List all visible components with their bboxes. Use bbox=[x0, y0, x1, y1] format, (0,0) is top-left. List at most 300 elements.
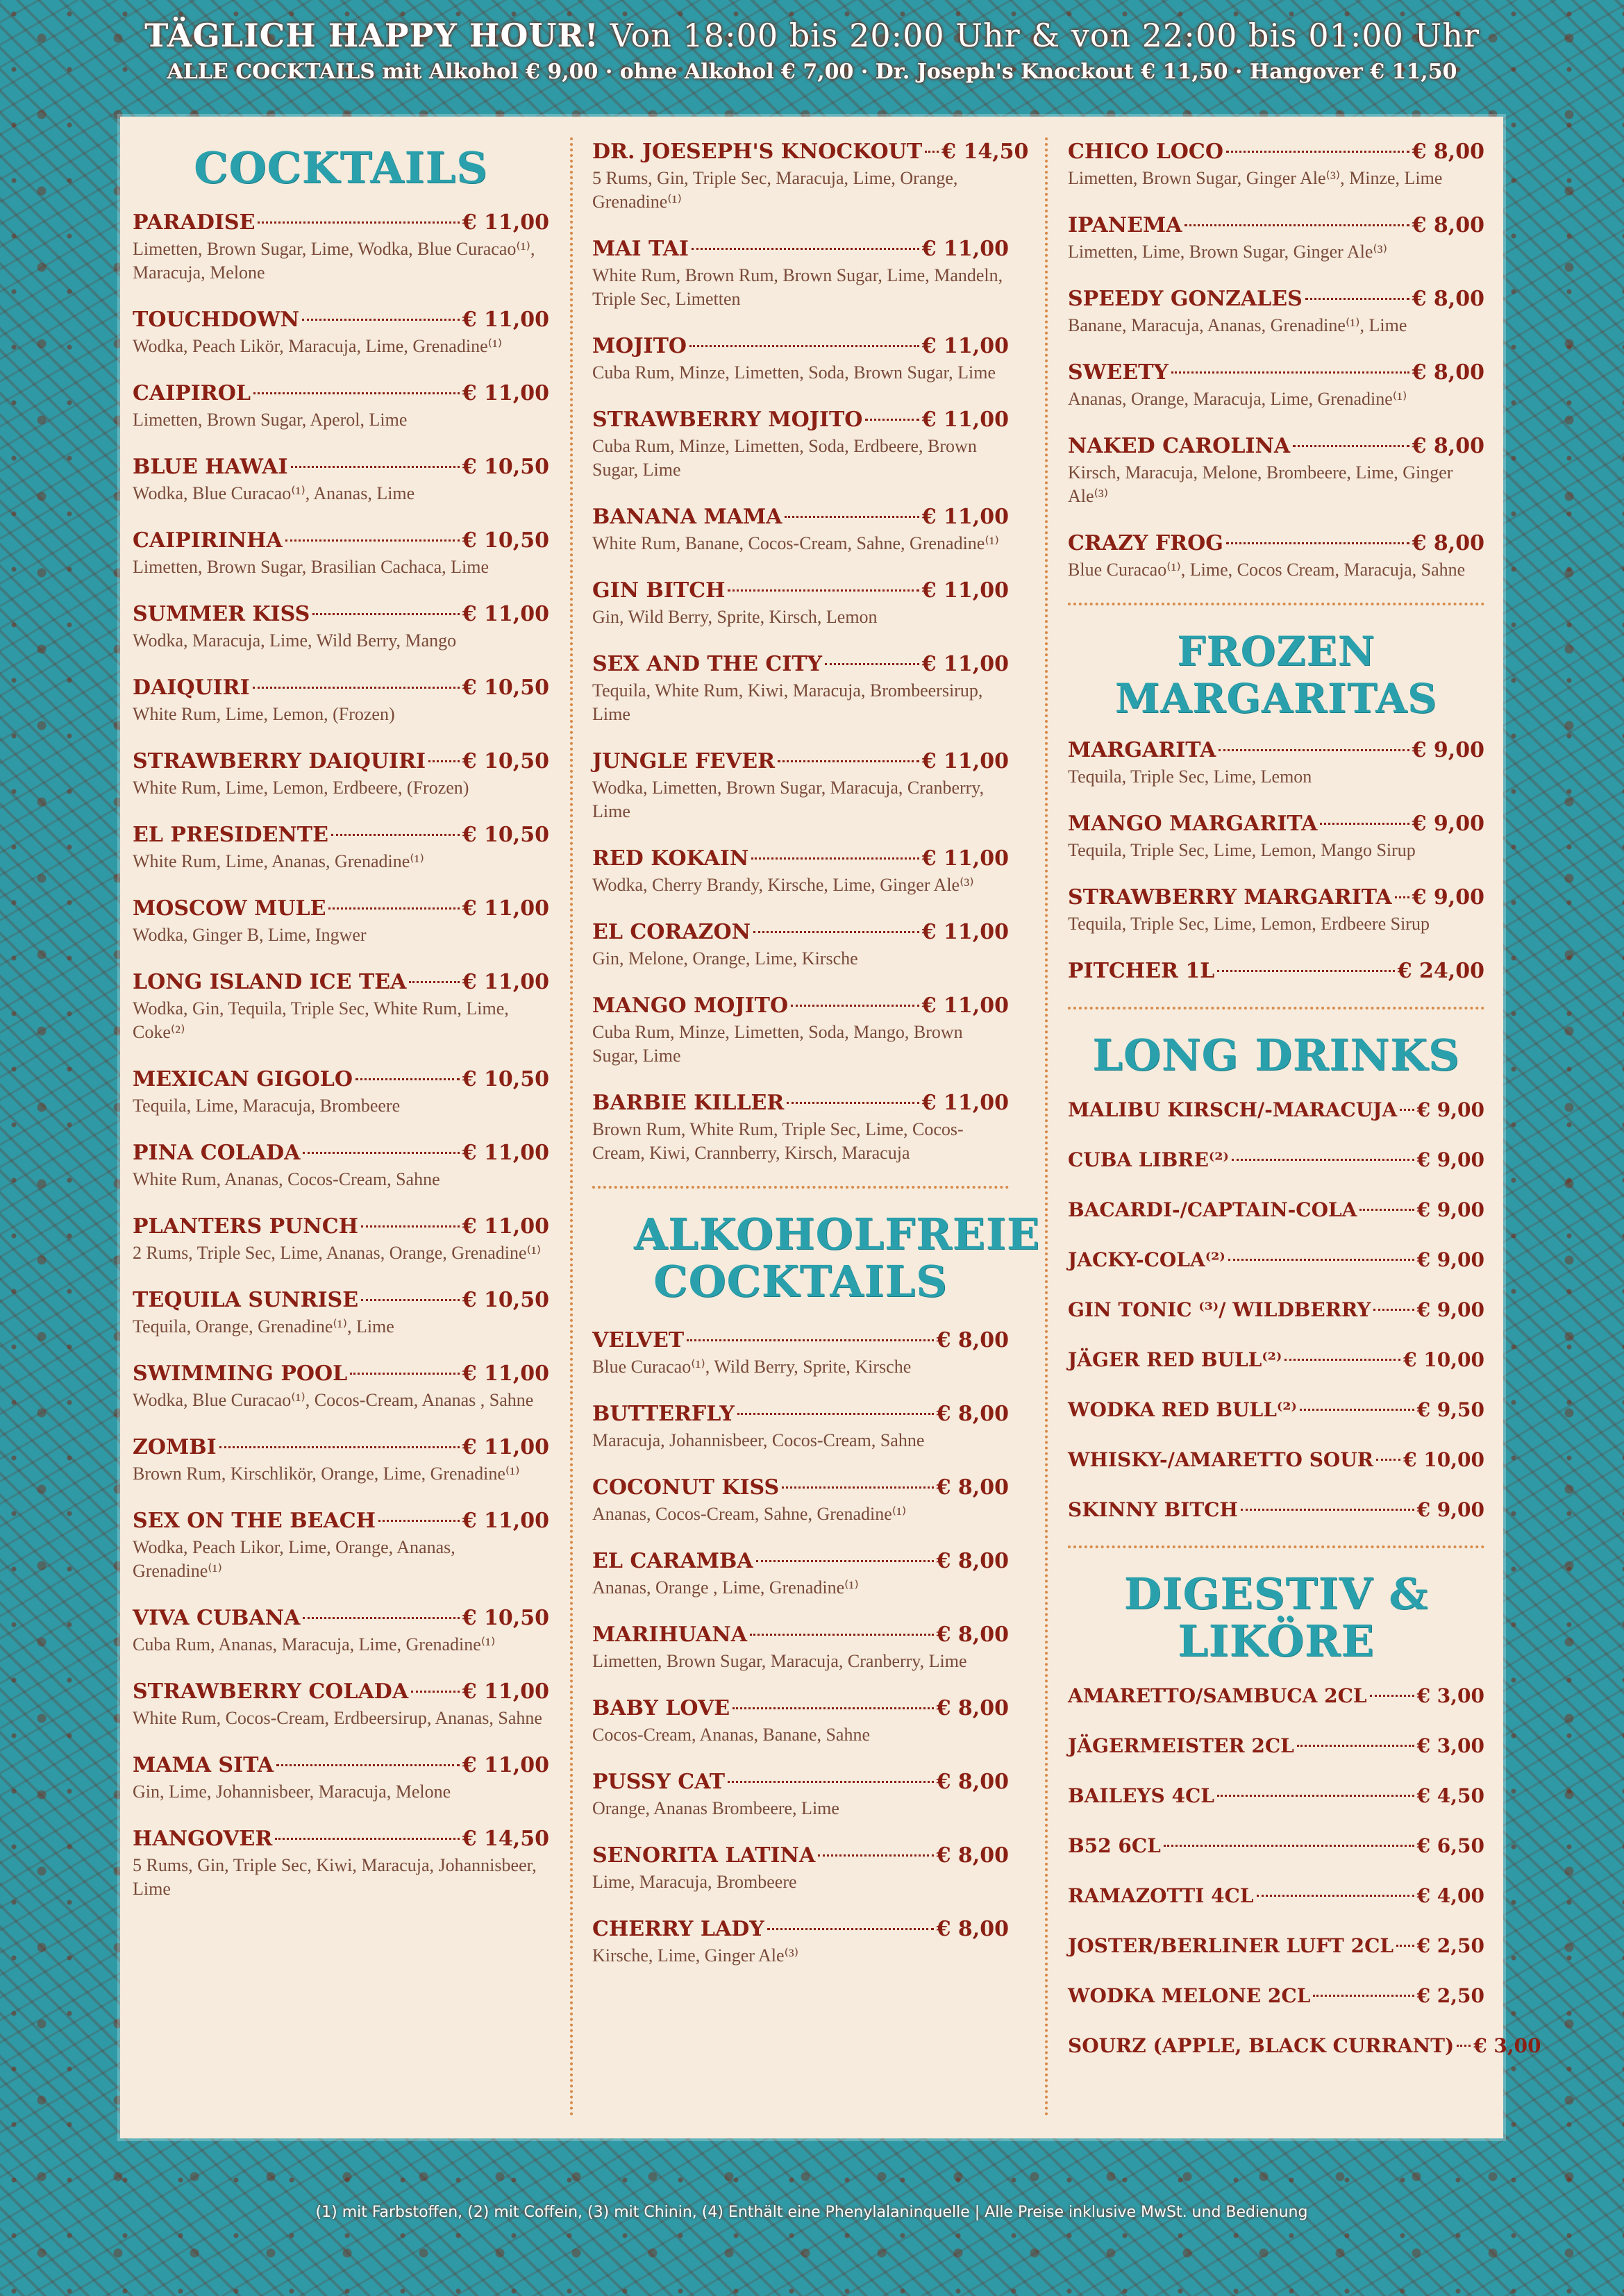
menu-item-description: Tequila, White Rum, Kiwi, Maracuja, Brombeersirup, Lime bbox=[592, 680, 983, 724]
menu-item bbox=[1068, 1196, 1484, 1225]
menu-item bbox=[133, 600, 549, 653]
menu-item-description: Cuba Rum, Ananas, Maracuja, Lime, Grenadine⁽¹⁾ bbox=[133, 1634, 496, 1654]
menu-item bbox=[133, 1065, 549, 1118]
menu-item-name: DAIQUIRI bbox=[133, 676, 250, 700]
menu-item-row bbox=[133, 1677, 549, 1707]
menu-item-row bbox=[1068, 529, 1484, 558]
menu-item-description: White Rum, Brown Rum, Brown Sugar, Lime, Mandeln, Triple Sec, Limetten bbox=[592, 265, 1003, 309]
menu-item-description: White Rum, Banane, Cocos-Cream, Sahne, Grenadine⁽¹⁾ bbox=[592, 533, 999, 553]
menu-item bbox=[592, 235, 1009, 311]
menu-item-price: € 9,00 bbox=[1416, 1298, 1484, 1321]
menu-item-description: Wodka, Maracuja, Lime, Wild Berry, Mango bbox=[133, 630, 457, 651]
menu-item bbox=[592, 576, 1009, 629]
menu-item bbox=[133, 894, 549, 947]
menu-item-price: € 8,00 bbox=[1412, 287, 1484, 311]
menu-item-description: Gin, Wild Berry, Sprite, Kirsch, Lemon bbox=[592, 607, 878, 627]
menu-item-price: € 11,00 bbox=[462, 1141, 549, 1165]
menu-item-description: Tequila, Orange, Grenadine⁽¹⁾, Lime bbox=[133, 1316, 394, 1336]
menu-item-name: WODKA MELONE 2CL bbox=[1068, 1984, 1311, 2007]
menu-item-name: DR. JOESEPH'S KNOCKOUT bbox=[592, 140, 923, 164]
menu-item-price: € 9,00 bbox=[1416, 1248, 1484, 1271]
dot-leader bbox=[355, 1078, 460, 1080]
menu-item-description: Limetten, Brown Sugar, Maracuja, Cranberry, Lime bbox=[592, 1651, 967, 1671]
menu-item-name: SWIMMING POOL bbox=[133, 1361, 348, 1386]
dot-leader bbox=[258, 221, 459, 224]
menu-item-price: € 8,00 bbox=[1412, 213, 1484, 237]
menu-item-name: SWEETY bbox=[1068, 360, 1169, 385]
alkoholfrei-list bbox=[592, 1326, 1009, 1968]
menu-item-name: TOUCHDOWN bbox=[133, 308, 300, 332]
menu-item-name: JOSTER/BERLINER LUFT 2CL bbox=[1068, 1934, 1394, 1957]
menu-item bbox=[133, 526, 549, 579]
menu-item-row bbox=[592, 918, 1009, 947]
column-divider bbox=[570, 137, 573, 2118]
menu-item-row bbox=[592, 1326, 1009, 1355]
dot-leader bbox=[1228, 1259, 1414, 1261]
menu-item-price: € 11,00 bbox=[921, 652, 1009, 676]
menu-item-row bbox=[1068, 883, 1484, 912]
menu-item-price: € 11,00 bbox=[921, 237, 1009, 261]
menu-item bbox=[133, 1433, 549, 1486]
menu-item-name: BARBIE KILLER bbox=[592, 1091, 785, 1115]
section-title-cocktails: COCKTAILS bbox=[194, 142, 488, 193]
menu-item bbox=[1068, 1446, 1484, 1475]
menu-item-description: Limetten, Brown Sugar, Ginger Ale⁽³⁾, Minze, Lime bbox=[1068, 168, 1443, 188]
menu-item-name: GIN BITCH bbox=[592, 578, 726, 603]
menu-item bbox=[592, 1841, 1009, 1894]
menu-item-row bbox=[1068, 1346, 1484, 1375]
menu-item bbox=[133, 305, 549, 358]
dot-leader bbox=[1297, 1745, 1414, 1747]
menu-item-row bbox=[592, 235, 1009, 264]
menu-item bbox=[592, 405, 1009, 482]
dot-leader bbox=[782, 1486, 933, 1489]
menu-item-name: IPANEMA bbox=[1068, 213, 1182, 237]
dot-leader bbox=[253, 687, 460, 689]
menu-item-name: MAI TAI bbox=[592, 237, 689, 261]
menu-item-name: STRAWBERRY COLADA bbox=[133, 1679, 409, 1704]
menu-item-price: € 11,00 bbox=[921, 408, 1009, 432]
menu-item bbox=[1068, 137, 1484, 190]
dot-leader bbox=[1226, 542, 1409, 544]
dot-leader bbox=[733, 1707, 933, 1709]
menu-item-row bbox=[1068, 1196, 1484, 1225]
menu-item-description: Banane, Maracuja, Ananas, Grenadine⁽¹⁾, Lime bbox=[1068, 315, 1407, 335]
menu-item bbox=[592, 1915, 1009, 1968]
menu-item bbox=[133, 968, 549, 1044]
menu-item bbox=[133, 379, 549, 432]
menu-item-name: CAIPIROL bbox=[133, 381, 251, 405]
menu-item-name: CRAZY FROG bbox=[1068, 531, 1223, 555]
menu-item bbox=[1068, 1832, 1484, 1861]
menu-item-description: Cuba Rum, Minze, Limetten, Soda, Mango, Brown Sugar, Lime bbox=[592, 1022, 963, 1066]
dot-leader bbox=[1305, 298, 1409, 300]
menu-item bbox=[592, 991, 1009, 1068]
menu-item-price: € 11,00 bbox=[462, 1361, 549, 1386]
menu-item-name: MOJITO bbox=[592, 334, 687, 358]
menu-item-name: SPEEDY GONZALES bbox=[1068, 287, 1303, 311]
dot-leader bbox=[865, 419, 919, 421]
menu-item-row bbox=[592, 747, 1009, 776]
dot-leader bbox=[785, 516, 919, 518]
dot-leader bbox=[1457, 2045, 1471, 2047]
menu-item-name: COCONUT KISS bbox=[592, 1475, 780, 1500]
menu-item-row bbox=[133, 379, 549, 408]
menu-item-row bbox=[1068, 1296, 1484, 1325]
menu-item bbox=[1068, 1296, 1484, 1325]
dot-leader bbox=[756, 1560, 934, 1562]
menu-item bbox=[1068, 957, 1484, 986]
happy-hour-banner bbox=[0, 14, 1624, 87]
menu-item-name: SUMMER KISS bbox=[133, 602, 310, 626]
menu-paper bbox=[120, 117, 1541, 2138]
menu-item-description: Lime, Maracuja, Brombeere bbox=[592, 1872, 797, 1892]
menu-item-name: MAMA SITA bbox=[133, 1753, 274, 1777]
menu-item-name: VELVET bbox=[592, 1328, 685, 1352]
menu-item-price: € 10,50 bbox=[462, 749, 549, 773]
menu-item-row bbox=[133, 1507, 549, 1536]
menu-item-price: € 11,00 bbox=[462, 602, 549, 626]
menu-item-name: MARIHUANA bbox=[592, 1623, 748, 1647]
menu-item-description: White Rum, Lime, Lemon, Erdbeere, (Frozen) bbox=[133, 778, 469, 798]
menu-item bbox=[592, 1768, 1009, 1820]
dot-leader bbox=[753, 931, 919, 933]
menu-item-price: € 10,50 bbox=[462, 528, 549, 553]
menu-item-description: White Rum, Lime, Lemon, (Frozen) bbox=[133, 704, 395, 724]
menu-item-price: € 9,50 bbox=[1416, 1398, 1484, 1421]
menu-item-price: € 8,00 bbox=[936, 1549, 1009, 1573]
menu-item bbox=[1068, 883, 1484, 936]
menu-item-row bbox=[1068, 137, 1484, 167]
longdrinks-list bbox=[1068, 1096, 1484, 1525]
dot-leader bbox=[361, 1225, 460, 1227]
menu-item-price: € 11,00 bbox=[921, 994, 1009, 1018]
menu-item-price: € 11,00 bbox=[462, 1214, 549, 1239]
dot-leader bbox=[1257, 1895, 1414, 1897]
menu-item-price: € 11,00 bbox=[462, 210, 549, 235]
menu-item-price: € 10,00 bbox=[1403, 1348, 1484, 1371]
menu-item bbox=[133, 1507, 549, 1583]
menu-item-row bbox=[1068, 1981, 1484, 2011]
dot-leader bbox=[361, 1299, 460, 1301]
menu-item-row bbox=[592, 650, 1009, 679]
dot-leader bbox=[925, 151, 939, 153]
dot-leader bbox=[219, 1446, 460, 1448]
menu-item-price: € 10,50 bbox=[462, 823, 549, 847]
menu-item bbox=[1068, 529, 1484, 582]
menu-item bbox=[133, 1751, 549, 1804]
digestiv-list bbox=[1068, 1682, 1541, 2061]
menu-item-price: € 4,50 bbox=[1416, 1784, 1484, 1807]
menu-item-description: White Rum, Lime, Ananas, Grenadine⁽¹⁾ bbox=[133, 851, 424, 871]
menu-item-price: € 8,00 bbox=[936, 1770, 1009, 1794]
menu-item-description: Limetten, Brown Sugar, Brasilian Cachaca, Lime bbox=[133, 557, 489, 577]
dot-leader bbox=[291, 466, 460, 468]
menu-item-name: BANANA MAMA bbox=[592, 505, 782, 529]
menu-item-price: € 8,00 bbox=[936, 1623, 1009, 1647]
menu-item-row bbox=[1068, 1446, 1484, 1475]
menu-item-price: € 11,00 bbox=[462, 381, 549, 405]
menu-item-name: WHISKY-/AMARETTO SOUR bbox=[1068, 1448, 1373, 1471]
menu-item-description: Tequila, Triple Sec, Lime, Lemon, Erdbeere Sirup bbox=[1068, 914, 1430, 934]
menu-item-name: CAIPIRINHA bbox=[133, 528, 283, 553]
menu-item-row bbox=[1068, 1396, 1484, 1425]
menu-item bbox=[1068, 810, 1484, 862]
dot-leader bbox=[1400, 1109, 1414, 1111]
dot-leader bbox=[302, 319, 460, 321]
menu-item-price: € 10,50 bbox=[462, 455, 549, 479]
frozen-list bbox=[1068, 736, 1484, 986]
menu-item bbox=[133, 673, 549, 726]
menu-item-name: RED KOKAIN bbox=[592, 846, 749, 871]
menu-item-name: VIVA CUBANA bbox=[133, 1606, 301, 1630]
menu-item-description: 5 Rums, Gin, Triple Sec, Maracuja, Lime, Orange, Grenadine⁽¹⁾ bbox=[592, 168, 958, 212]
menu-item-name: BLUE HAWAI bbox=[133, 455, 288, 479]
menu-item-price: € 11,00 bbox=[921, 846, 1009, 871]
section-title-frozen: FROZEN MARGARITAS bbox=[1114, 628, 1438, 722]
menu-item bbox=[1068, 1396, 1484, 1425]
menu-item-price: € 3,00 bbox=[1416, 1734, 1484, 1757]
menu-item-row bbox=[133, 453, 549, 482]
menu-item-row bbox=[1068, 810, 1484, 839]
menu-item-name: JUNGLE FEVER bbox=[592, 749, 776, 773]
menu-item-name: SENORITA LATINA bbox=[592, 1843, 816, 1868]
menu-item-description: 2 Rums, Triple Sec, Lime, Ananas, Orange, Grenadine⁽¹⁾ bbox=[133, 1243, 542, 1263]
menu-item-name: NAKED CAROLINA bbox=[1068, 434, 1291, 458]
menu-item-description: Cuba Rum, Minze, Limetten, Soda, Brown Sugar, Lime bbox=[592, 362, 996, 383]
menu-item-price: € 3,00 bbox=[1473, 2034, 1541, 2057]
menu-item bbox=[592, 1089, 1009, 1165]
dot-leader bbox=[411, 1691, 460, 1693]
menu-item-description: Ananas, Cocos-Cream, Sahne, Grenadine⁽¹⁾ bbox=[592, 1504, 907, 1524]
menu-item-price: € 6,50 bbox=[1416, 1834, 1484, 1857]
menu-item-description: Brown Rum, White Rum, Triple Sec, Lime, Cocos-Cream, Kiwi, Crannberry, Kirsch, Maracuja bbox=[592, 1119, 964, 1163]
dot-leader bbox=[1313, 1995, 1414, 1997]
menu-item-price: € 8,00 bbox=[1412, 434, 1484, 458]
menu-item-price: € 11,00 bbox=[462, 1753, 549, 1777]
menu-item-row bbox=[592, 137, 1029, 167]
menu-item-price: € 10,50 bbox=[462, 1067, 549, 1091]
menu-item-name: CUBA LIBRE⁽²⁾ bbox=[1068, 1148, 1229, 1171]
menu-item bbox=[592, 844, 1009, 897]
dot-leader bbox=[1171, 371, 1409, 374]
menu-item-price: € 11,00 bbox=[921, 578, 1009, 603]
menu-item-name: EL CARAMBA bbox=[592, 1549, 753, 1573]
menu-item-price: € 9,00 bbox=[1416, 1198, 1484, 1221]
menu-item-description: Kirsch, Maracuja, Melone, Brombeere, Lime, Ginger Ale⁽³⁾ bbox=[1068, 462, 1453, 506]
menu-item bbox=[1068, 1246, 1484, 1275]
dot-leader bbox=[689, 345, 919, 347]
menu-item bbox=[1068, 211, 1484, 264]
menu-item-name: SOURZ (APPLE, BLACK CURRANT) bbox=[1068, 2034, 1455, 2057]
dot-leader bbox=[825, 663, 919, 665]
menu-item-price: € 11,00 bbox=[921, 749, 1009, 773]
dot-leader bbox=[1217, 970, 1394, 972]
dot-leader bbox=[687, 1339, 933, 1341]
menu-item-name: BABY LOVE bbox=[592, 1696, 730, 1720]
section-title-longdrinks: LONG DRINKS bbox=[1092, 1030, 1460, 1080]
cocktail-list-2 bbox=[592, 137, 1029, 1165]
menu-item bbox=[133, 1286, 549, 1339]
dot-leader bbox=[428, 760, 460, 762]
menu-item-name: PLANTERS PUNCH bbox=[133, 1214, 358, 1239]
menu-item-name: JÄGERMEISTER 2CL bbox=[1068, 1734, 1294, 1757]
dot-leader bbox=[728, 589, 919, 592]
menu-item-row bbox=[133, 747, 549, 776]
menu-item-description: Ananas, Orange, Maracuja, Lime, Grenadine⁽¹⁾ bbox=[1068, 389, 1407, 409]
menu-item-name: MARGARITA bbox=[1068, 738, 1216, 762]
section-separator bbox=[1068, 603, 1484, 605]
menu-item-name: AMARETTO/SAMBUCA 2CL bbox=[1068, 1684, 1367, 1707]
menu-item-price: € 11,00 bbox=[921, 334, 1009, 358]
menu-item-description: White Rum, Cocos-Cream, Erdbeersirup, Ananas, Sahne bbox=[133, 1708, 542, 1728]
menu-item-row bbox=[592, 503, 1009, 532]
menu-item-description: Wodka, Peach Likor, Lime, Orange, Ananas, Grenadine⁽¹⁾ bbox=[133, 1537, 455, 1581]
menu-item-name: PINA COLADA bbox=[133, 1141, 301, 1165]
menu-item-row bbox=[133, 1433, 549, 1462]
menu-item-price: € 11,00 bbox=[462, 896, 549, 921]
section-title-alkoholfrei: ALKOHOLFREIE COCKTAILS bbox=[634, 1209, 1041, 1307]
dot-leader bbox=[303, 1152, 459, 1154]
menu-item-name: CHERRY LADY bbox=[592, 1917, 764, 1941]
menu-item-description: Maracuja, Johannisbeer, Cocos-Cream, Sahne bbox=[592, 1430, 925, 1450]
dot-leader bbox=[791, 1005, 919, 1007]
menu-item-description: Wodka, Ginger B, Lime, Ingwer bbox=[133, 925, 367, 945]
menu-item-description: Wodka, Limetten, Brown Sugar, Maracuja, Cranberry, Lime bbox=[592, 778, 985, 821]
menu-item-row bbox=[592, 1400, 1009, 1429]
menu-item-name: WODKA RED BULL⁽²⁾ bbox=[1068, 1398, 1297, 1421]
menu-item-price: € 14,50 bbox=[462, 1827, 549, 1851]
column-middle bbox=[592, 117, 1041, 2138]
menu-item-row bbox=[1068, 1246, 1484, 1275]
menu-item bbox=[1068, 1146, 1484, 1175]
menu-item-description: Blue Curacao⁽¹⁾, Wild Berry, Sprite, Kirsche bbox=[592, 1357, 912, 1377]
menu-item-name: CHICO LOCO bbox=[1068, 140, 1223, 164]
menu-item-name: MOSCOW MULE bbox=[133, 896, 326, 921]
menu-item-name: EL PRESIDENTE bbox=[133, 823, 328, 847]
dot-leader bbox=[1320, 823, 1409, 825]
menu-item-row bbox=[133, 894, 549, 923]
menu-item-description: Wodka, Blue Curacao⁽¹⁾, Cocos-Cream, Ananas , Sahne bbox=[133, 1390, 534, 1410]
footnote: (1) mit Farbstoffen, (2) mit Coffein, (3) mit Chinin, (4) Enthält eine Phenylalaninquelle | Alle Preise inklusive MwSt. und Bedienung bbox=[315, 2204, 1308, 2221]
menu-item-name: HANGOVER bbox=[133, 1827, 273, 1851]
menu-item-row bbox=[133, 1286, 549, 1315]
menu-item-price: € 3,00 bbox=[1416, 1684, 1484, 1707]
menu-item-description: Limetten, Brown Sugar, Aperol, Lime bbox=[133, 410, 408, 430]
menu-item-description: Wodka, Blue Curacao⁽¹⁾, Ananas, Lime bbox=[133, 483, 415, 503]
menu-item-name: BACARDI-/CAPTAIN-COLA bbox=[1068, 1198, 1357, 1221]
menu-item-row bbox=[592, 1473, 1009, 1502]
menu-item-row bbox=[592, 991, 1009, 1021]
menu-item-description: Ananas, Orange , Lime, Grenadine⁽¹⁾ bbox=[592, 1577, 859, 1598]
menu-item bbox=[592, 650, 1009, 726]
menu-item-row bbox=[1068, 1882, 1484, 1911]
menu-item-row bbox=[592, 1547, 1009, 1576]
menu-item-price: € 11,00 bbox=[462, 308, 549, 332]
menu-item bbox=[133, 1825, 549, 1901]
menu-item-row bbox=[133, 673, 549, 703]
menu-item bbox=[592, 1547, 1009, 1600]
cocktail-list-3 bbox=[1068, 137, 1484, 582]
menu-item-price: € 11,00 bbox=[462, 1435, 549, 1459]
dot-leader bbox=[253, 392, 460, 394]
dot-leader bbox=[1219, 749, 1409, 751]
menu-item-price: € 9,00 bbox=[1412, 812, 1484, 836]
menu-item-row bbox=[1068, 1832, 1484, 1861]
menu-item-row bbox=[1068, 1682, 1484, 1711]
dot-leader bbox=[275, 1838, 459, 1840]
menu-item-row bbox=[133, 1604, 549, 1633]
menu-item-price: € 11,00 bbox=[921, 505, 1009, 529]
menu-item-row bbox=[1068, 285, 1484, 314]
menu-item-description: Limetten, Brown Sugar, Lime, Wodka, Blue Curacao⁽¹⁾, Maracuja, Melone bbox=[133, 239, 535, 283]
menu-item-row bbox=[133, 1359, 549, 1389]
menu-item-row bbox=[133, 821, 549, 850]
menu-item-name: GIN TONIC ⁽³⁾/ WILDBERRY bbox=[1068, 1298, 1371, 1321]
menu-item-name: STRAWBERRY DAIQUIRI bbox=[133, 749, 426, 773]
menu-item-row bbox=[133, 1065, 549, 1094]
menu-item-name: SEX AND THE CITY bbox=[592, 652, 823, 676]
menu-item bbox=[133, 453, 549, 505]
dot-leader bbox=[378, 1520, 460, 1522]
dot-leader bbox=[750, 1634, 934, 1636]
dot-leader bbox=[737, 1413, 934, 1415]
dot-leader bbox=[1370, 1695, 1414, 1697]
menu-item-row bbox=[1068, 1932, 1484, 1961]
menu-item bbox=[133, 1677, 549, 1730]
dot-leader bbox=[276, 1764, 460, 1766]
menu-item-name: MANGO MOJITO bbox=[592, 994, 789, 1018]
menu-item-description: Gin, Melone, Orange, Lime, Kirsche bbox=[592, 948, 858, 969]
dot-leader bbox=[328, 907, 459, 910]
dot-leader bbox=[1217, 1795, 1414, 1797]
happy-hour-title: TÄGLICH HAPPY HOUR! bbox=[144, 17, 599, 54]
dot-leader bbox=[751, 857, 919, 860]
dot-leader bbox=[1226, 151, 1409, 153]
menu-item-description: Wodka, Peach Likör, Maracuja, Lime, Grenadine⁽¹⁾ bbox=[133, 336, 503, 356]
menu-item-row bbox=[133, 968, 549, 997]
menu-item-row bbox=[592, 844, 1009, 873]
dot-leader bbox=[818, 1854, 933, 1857]
menu-item-price: € 9,00 bbox=[1416, 1148, 1484, 1171]
menu-item bbox=[1068, 1981, 1484, 2011]
menu-item-price: € 9,00 bbox=[1412, 738, 1484, 762]
dot-leader bbox=[1293, 445, 1409, 447]
menu-item-price: € 8,00 bbox=[1412, 360, 1484, 385]
menu-item-price: € 8,00 bbox=[936, 1696, 1009, 1720]
menu-item-row bbox=[592, 1768, 1009, 1797]
menu-item-name: B52 6CL bbox=[1068, 1834, 1161, 1857]
dot-leader bbox=[1396, 1945, 1414, 1947]
happy-hour-times: Von 18:00 bis 20:00 Uhr & von 22:00 bis 01:00 Uhr bbox=[598, 17, 1480, 54]
menu-item-description: Wodka, Gin, Tequila, Triple Sec, White Rum, Lime, Coke⁽²⁾ bbox=[133, 998, 509, 1042]
menu-item-name: LONG ISLAND ICE TEA bbox=[133, 970, 407, 994]
dot-leader bbox=[1376, 1459, 1400, 1461]
section-separator bbox=[1068, 1545, 1484, 1548]
menu-item-price: € 9,00 bbox=[1416, 1498, 1484, 1521]
menu-item bbox=[1068, 1732, 1484, 1761]
menu-item-description: 5 Rums, Gin, Triple Sec, Kiwi, Maracuja, Johannisbeer, Lime bbox=[133, 1855, 537, 1899]
menu-item-row bbox=[133, 1825, 549, 1854]
menu-item bbox=[133, 821, 549, 873]
menu-item-row bbox=[1068, 736, 1484, 765]
menu-item-row bbox=[592, 1841, 1009, 1870]
menu-item-name: SEX ON THE BEACH bbox=[133, 1509, 376, 1533]
menu-item-row bbox=[592, 576, 1009, 605]
dot-leader bbox=[1184, 224, 1409, 226]
menu-item-price: € 11,00 bbox=[462, 1679, 549, 1704]
menu-item-row bbox=[592, 332, 1009, 361]
